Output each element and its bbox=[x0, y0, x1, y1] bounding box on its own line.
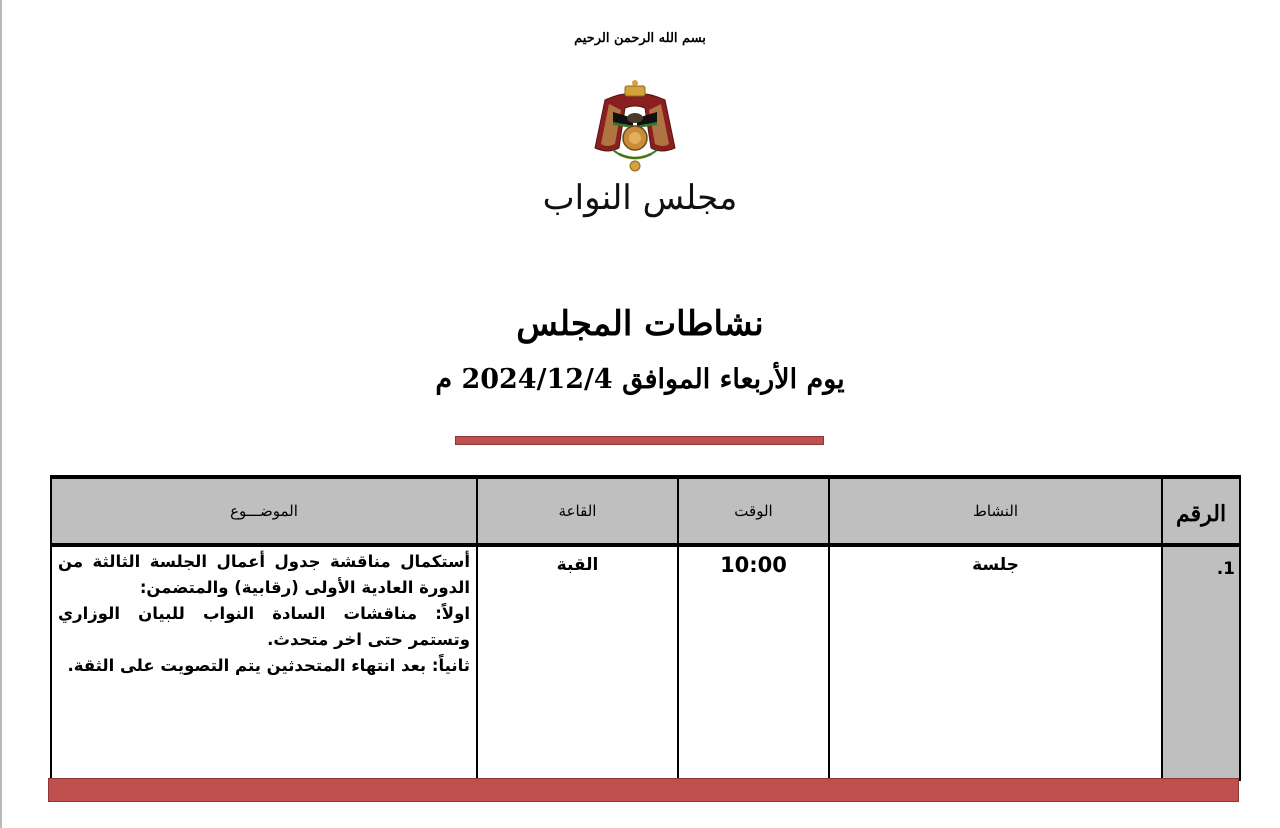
header-number: الرقم bbox=[1162, 477, 1240, 545]
page-subtitle: يوم الأربعاء الموافق 2024/12/4 م bbox=[435, 364, 845, 395]
row-hall: القبة bbox=[477, 545, 678, 780]
parliament-logo-text: مجلس النواب bbox=[542, 178, 738, 218]
coat-of-arms-icon bbox=[583, 78, 687, 178]
row-time: 10:00 bbox=[678, 545, 829, 780]
topic-paragraph: اولاً: مناقشات السادة النواب للبيان الوزاري وتستمر حتى اخر متحدث. bbox=[58, 604, 470, 649]
row-number: 1. bbox=[1162, 545, 1240, 780]
activities-table bbox=[50, 475, 1241, 781]
header-hall: القاعة bbox=[477, 477, 678, 545]
header-time: الوقت bbox=[678, 477, 829, 545]
footer-divider bbox=[48, 778, 1239, 802]
topic-paragraph: ثانياً: بعد انتهاء المتحدثين يتم التصويت على الثقة. bbox=[67, 656, 470, 675]
page-left-edge bbox=[0, 0, 2, 828]
topic-paragraph: أستكمال مناقشة جدول أعمال الجلسة الثالثة من الدورة العادية الأولى (رقابية) والمتضمن: bbox=[58, 552, 470, 597]
title-divider bbox=[455, 436, 824, 445]
row-activity: جلسة bbox=[829, 545, 1162, 780]
table-row bbox=[51, 545, 1240, 780]
header-topic: الموضـــوع bbox=[51, 477, 477, 545]
header-activity: النشاط bbox=[829, 477, 1162, 545]
row-topic bbox=[51, 545, 477, 780]
page-title: نشاطات المجلس bbox=[516, 304, 764, 344]
table-header-row bbox=[51, 477, 1240, 545]
basmala: بسم الله الرحمن الرحيم bbox=[574, 31, 706, 46]
